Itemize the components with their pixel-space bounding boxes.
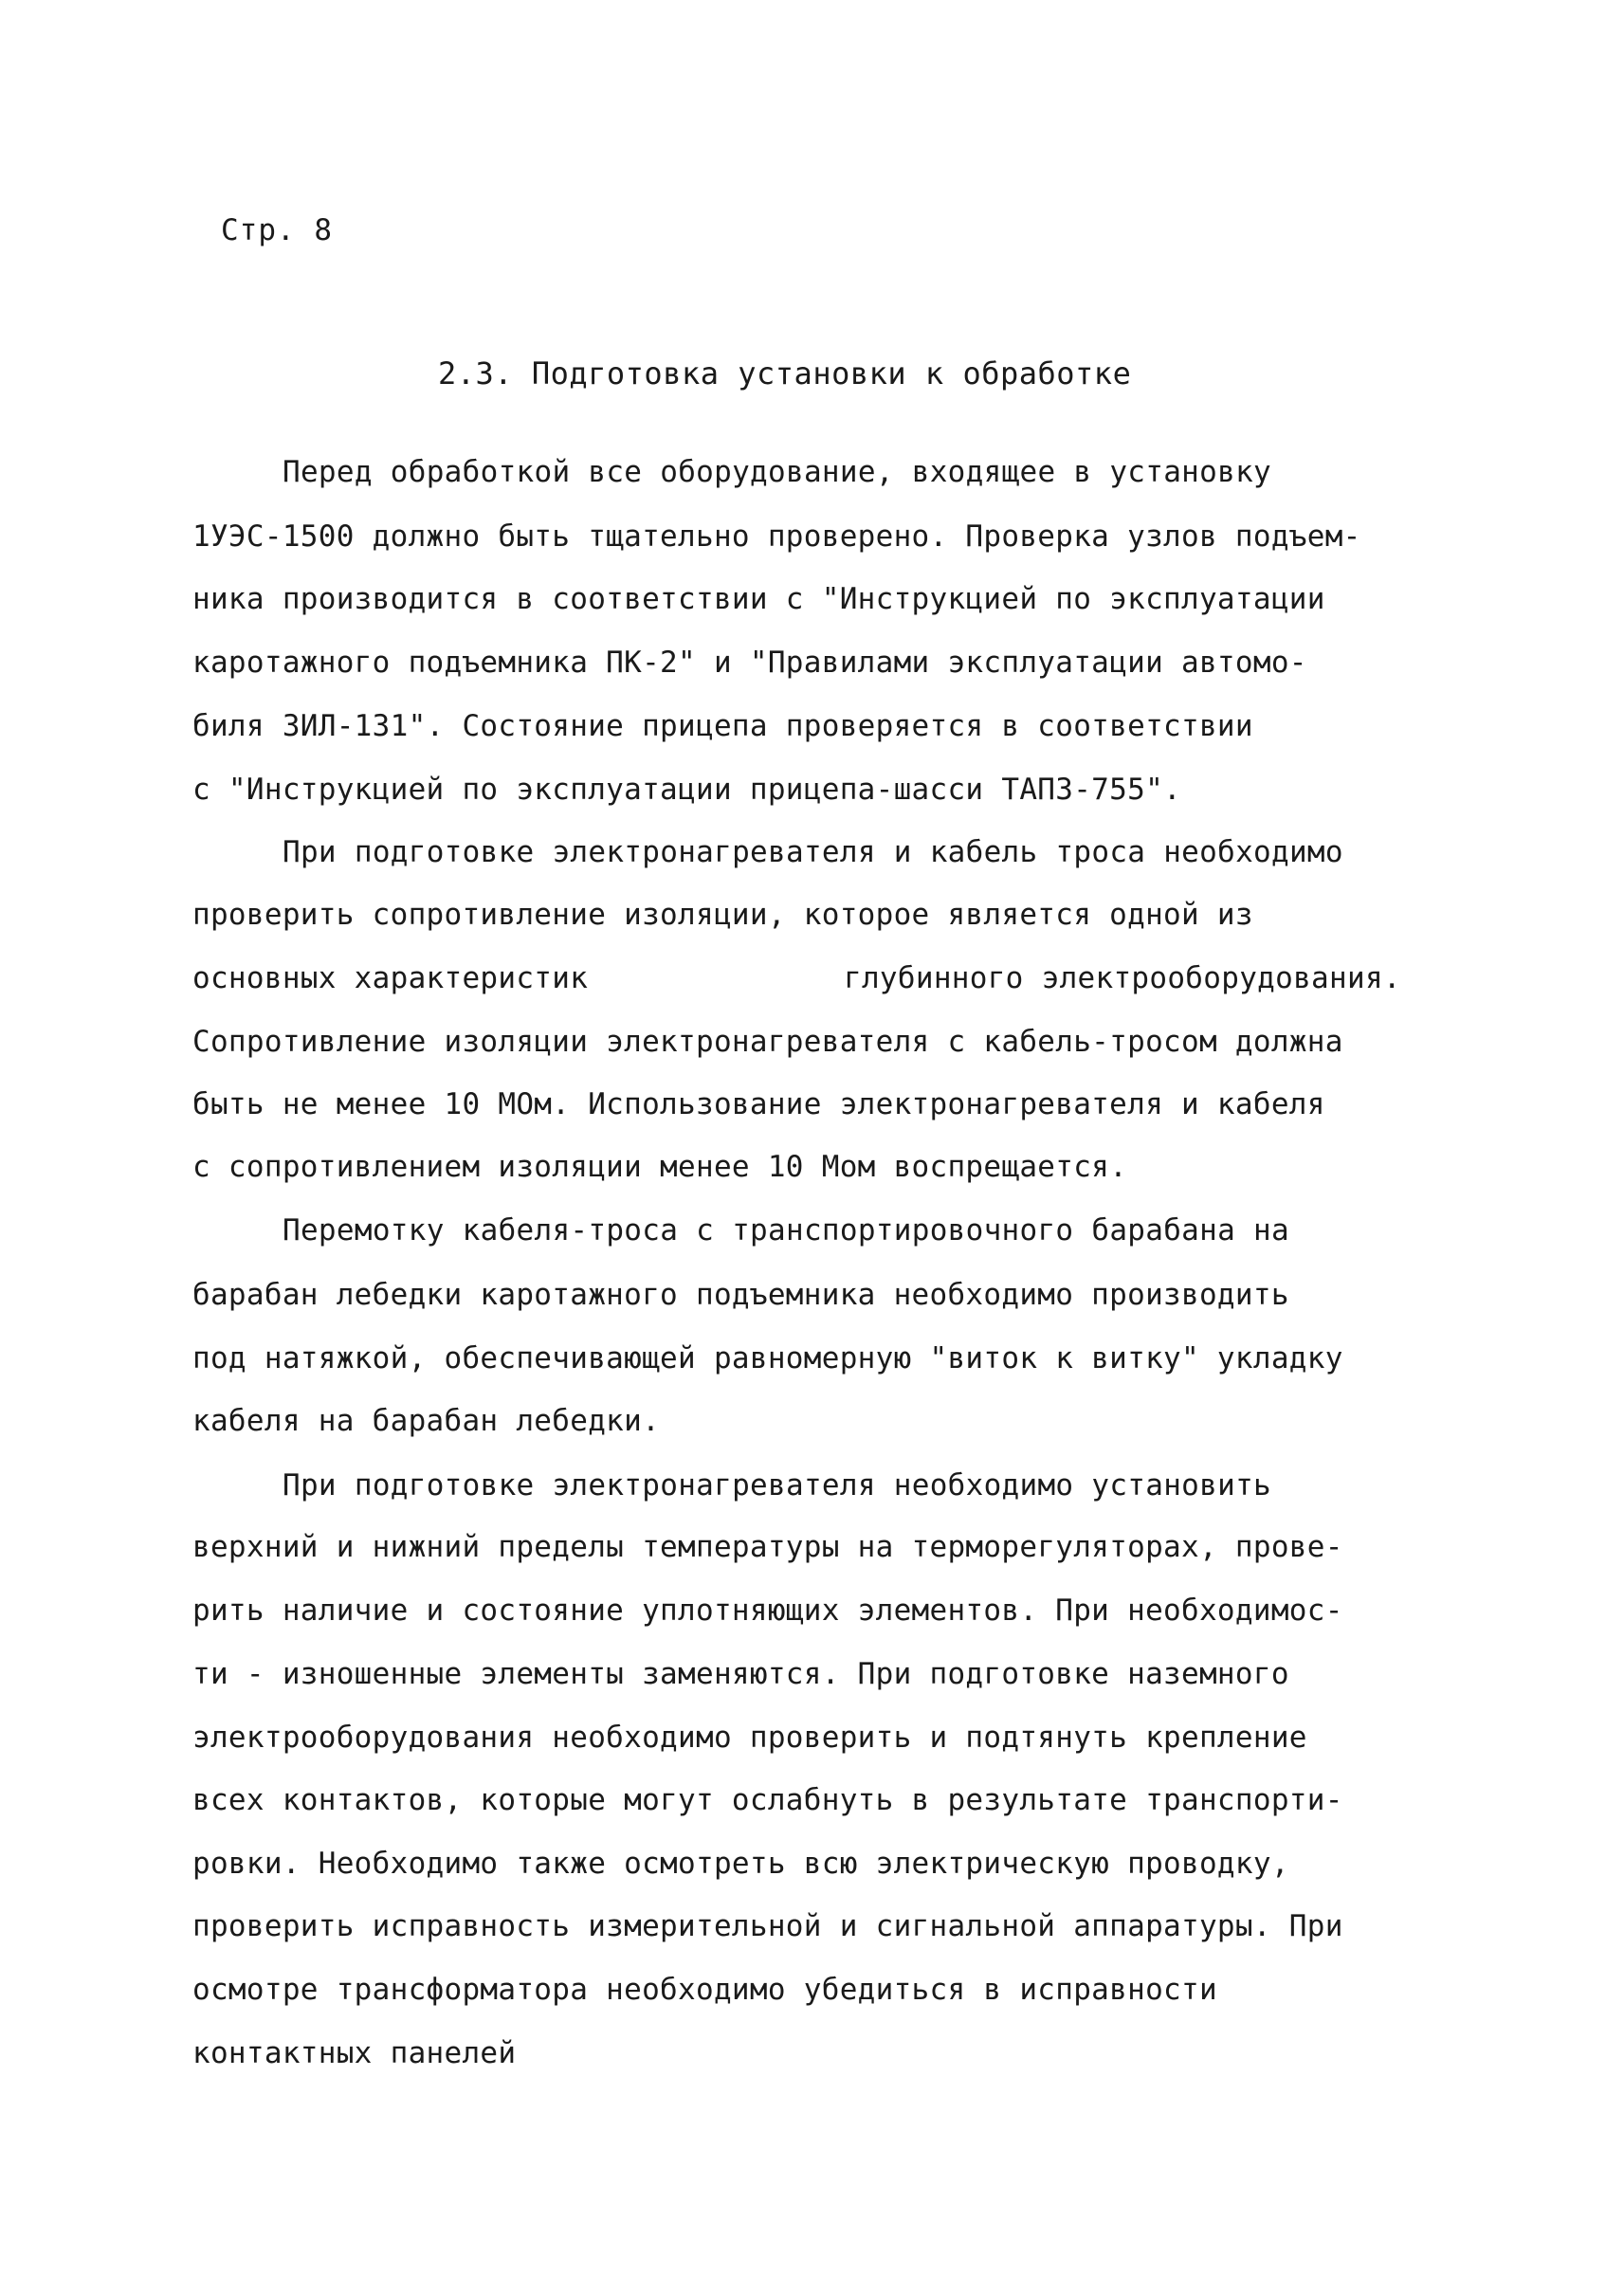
paragraph-4-line-10: контактных панелей [192,2036,517,2070]
paragraph-2-line-6: с сопротивлением изоляции менее 10 Мом воспрещается. [192,1150,1128,1184]
paragraph-4-line-2: верхний и нижний пределы температуры на терморегуляторах, прове- [192,1530,1343,1564]
paragraph-1-line-5: биля ЗИЛ-131". Состояние прицепа проверяется в соответствии [192,709,1253,743]
paragraph-4-line-1: При подготовке электронагревателя необходимо установить [283,1468,1271,1503]
paragraph-4-line-3: рить наличие и состояние уплотняющих элементов. При необходимос- [192,1594,1343,1628]
paragraph-1-line-6: с "Инструкцией по эксплуатации прицепа-шасси ТАПЗ-755". [192,773,1181,807]
paragraph-1-line-2: 1УЭС-1500 должно быть тщательно проверено. Проверка узлов подъем- [192,519,1361,554]
paragraph-1-line-3: ника производится в соответствии с "Инструкцией по эксплуатации [192,582,1325,616]
paragraph-3-line-3: под натяжкой, обеспечивающей равномерную "виток к витку" укладку [192,1341,1343,1375]
paragraph-4-line-5: электрооборудования необходимо проверить и подтянуть крепление [192,1721,1307,1755]
paragraph-2-line-4: Сопротивление изоляции электронагревателя с кабель-тросом должна [192,1025,1343,1059]
paragraph-1-line-4: каротажного подъемника ПК-2" и "Правилами эксплуатации автомо- [192,646,1307,680]
paragraph-1-line-1: Перед обработкой все оборудование, входящее в установку [283,455,1271,489]
paragraph-2-line-3a: основных характеристик [192,961,589,995]
page-number: Стр. 8 [221,213,333,247]
paragraph-2-line-2: проверить сопротивление изоляции, которое является одной из [192,898,1253,932]
paragraph-4-line-4: ти - изношенные элементы заменяются. При подготовке наземного [192,1657,1289,1691]
paragraph-2-line-5: быть не менее 10 МОм. Использование электронагревателя и кабеля [192,1087,1325,1121]
paragraph-2-line-3b: глубинного электрооборудования. [844,961,1401,995]
paragraph-4-line-8: проверить исправность измерительной и сигнальной аппаратуры. При [192,1909,1343,1943]
paragraph-4-line-6: всех контактов, которые могут ослабнуть в результате транспорти- [192,1783,1343,1817]
paragraph-3-line-1: Перемотку кабеля-троса с транспортировочного барабана на [283,1213,1289,1248]
section-heading: 2.3. Подготовка установки к обработке [438,355,1132,392]
paragraph-4-line-9: осмотре трансформатора необходимо убедиться в исправности [192,1973,1217,2007]
paragraph-3-line-2: барабан лебедки каротажного подъемника необходимо производить [192,1278,1289,1312]
paragraph-2-line-1: При подготовке электронагревателя и кабель троса необходимо [283,835,1343,869]
paragraph-4-line-7: ровки. Необходимо также осмотреть всю электрическую проводку, [192,1847,1289,1881]
paragraph-3-line-4: кабеля на барабан лебедки. [192,1404,661,1438]
